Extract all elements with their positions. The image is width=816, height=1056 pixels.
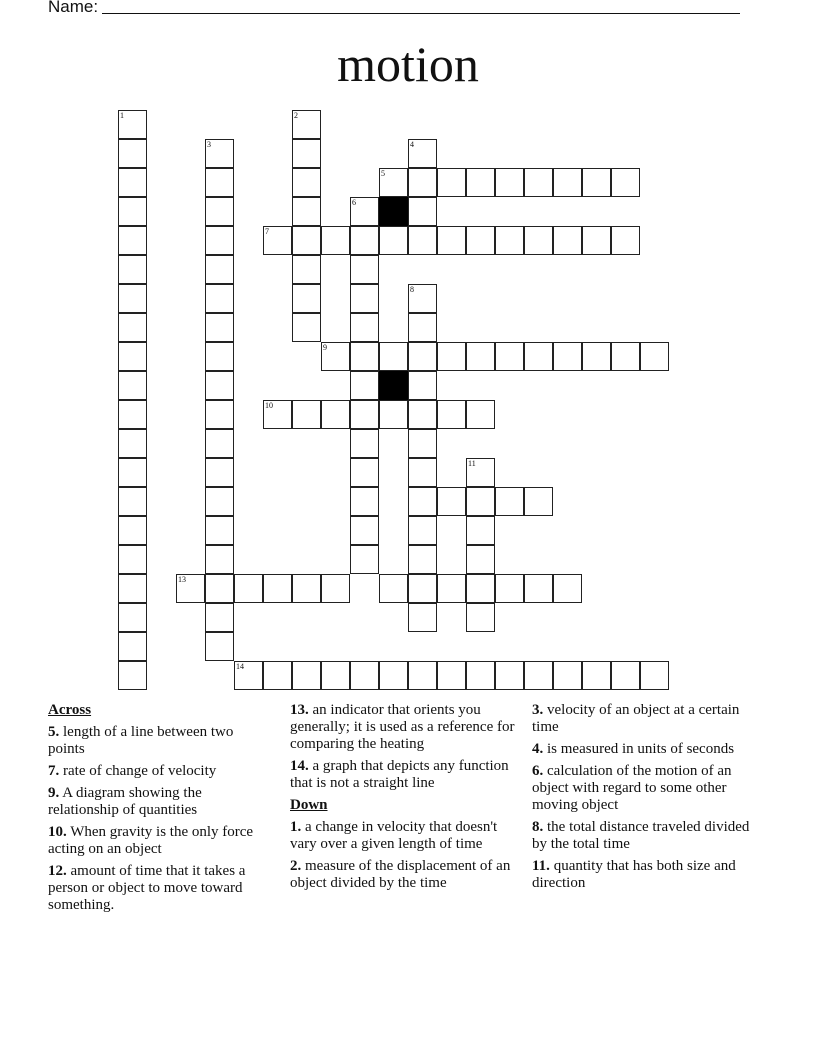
grid-cell[interactable] [553,574,582,603]
grid-cell[interactable] [611,226,640,255]
grid-cell[interactable] [437,661,466,690]
grid-cell[interactable] [640,342,669,371]
grid-cell-6[interactable] [350,197,379,226]
grid-cell[interactable] [524,574,553,603]
down-clue-1: 1. a change in velocity that doesn't vary over a given length of time [290,819,498,852]
grid-cell[interactable] [350,661,379,690]
grid-cell[interactable] [524,342,553,371]
grid-cell[interactable] [495,342,524,371]
grid-cell[interactable] [408,342,437,371]
grid-cell[interactable] [118,226,147,255]
grid-block [379,371,408,400]
grid-cell[interactable] [118,284,147,313]
grid-cell[interactable] [118,139,147,168]
grid-cell[interactable] [118,661,147,690]
grid-cell[interactable] [524,661,553,690]
grid-cell-13[interactable] [176,574,205,603]
grid-cell[interactable] [437,574,466,603]
grid-cell[interactable] [350,458,379,487]
grid-cell[interactable] [205,458,234,487]
grid-cell[interactable] [205,516,234,545]
grid-cell[interactable] [466,400,495,429]
grid-cell[interactable] [408,574,437,603]
grid-cell[interactable] [321,661,350,690]
grid-cell[interactable] [466,487,495,516]
grid-cell[interactable] [205,545,234,574]
grid-cell[interactable] [205,603,234,632]
across-clue-9: 9. A diagram showing the relationship of quantities [48,785,202,818]
grid-cell[interactable] [118,197,147,226]
grid-cell[interactable] [611,661,640,690]
grid-cell[interactable] [292,255,321,284]
grid-cell[interactable] [118,545,147,574]
name-label: Name: [48,0,99,16]
clue-number: 13 [178,575,186,584]
clue-number: 1 [120,111,124,120]
clue-number: 4 [410,140,414,149]
grid-cell-7[interactable] [263,226,292,255]
grid-cell[interactable] [205,313,234,342]
grid-cell[interactable] [408,400,437,429]
grid-cell[interactable] [495,661,524,690]
grid-cell[interactable] [350,226,379,255]
grid-cell-10[interactable] [263,400,292,429]
grid-cell[interactable] [292,226,321,255]
grid-cell[interactable] [118,371,147,400]
grid-cell[interactable] [234,574,263,603]
grid-cell[interactable] [437,400,466,429]
grid-cell-2[interactable] [292,110,321,139]
down-clue-6: 6. calculation of the motion of an object with regard to some other moving object [532,763,732,813]
grid-cell-11[interactable] [466,458,495,487]
grid-cell[interactable] [408,603,437,632]
grid-cell[interactable] [582,342,611,371]
grid-cell[interactable] [205,255,234,284]
grid-cell[interactable] [495,574,524,603]
grid-cell[interactable] [379,342,408,371]
grid-cell[interactable] [118,603,147,632]
grid-cell[interactable] [408,429,437,458]
grid-cell[interactable] [263,574,292,603]
grid-cell-8[interactable] [408,284,437,313]
grid-cell[interactable] [205,197,234,226]
grid-cell[interactable] [466,168,495,197]
clue-number: 6 [352,198,356,207]
grid-cell[interactable] [350,487,379,516]
grid-cell[interactable] [118,429,147,458]
grid-cell[interactable] [350,516,379,545]
grid-cell[interactable] [408,313,437,342]
grid-cell[interactable] [553,661,582,690]
grid-cell[interactable] [350,342,379,371]
grid-cell-3[interactable] [205,139,234,168]
grid-cell[interactable] [408,545,437,574]
across-heading: Across [48,702,92,718]
grid-cell[interactable] [495,226,524,255]
grid-cell[interactable] [292,400,321,429]
grid-cell[interactable] [118,255,147,284]
clues-column-3 [532,702,768,897]
grid-cell[interactable] [118,516,147,545]
grid-cell[interactable] [292,168,321,197]
puzzle-title: motion [337,36,479,92]
grid-cell[interactable] [408,487,437,516]
clue-number: 3 [207,140,211,149]
grid-cell[interactable] [640,661,669,690]
grid-cell[interactable] [437,226,466,255]
clue-number: 2 [294,111,298,120]
grid-cell[interactable] [466,574,495,603]
grid-cell[interactable] [466,342,495,371]
grid-cell[interactable] [292,284,321,313]
grid-cell[interactable] [379,400,408,429]
grid-cell[interactable] [205,632,234,661]
grid-cell[interactable] [553,226,582,255]
grid-cell[interactable] [495,168,524,197]
across-clue-14: 14. a graph that depicts any function that is not a straight line [290,758,509,791]
grid-cell[interactable] [292,661,321,690]
grid-cell[interactable] [350,255,379,284]
grid-cell[interactable] [350,284,379,313]
grid-cell[interactable] [350,400,379,429]
grid-cell[interactable] [379,661,408,690]
grid-cell[interactable] [118,632,147,661]
down-clue-3: 3. velocity of an object at a certain time [532,702,740,735]
grid-cell[interactable] [205,429,234,458]
grid-cell[interactable] [437,342,466,371]
clue-number: 5 [381,169,385,178]
grid-cell[interactable] [263,661,292,690]
clue-number: 10 [265,401,273,410]
grid-cell[interactable] [408,197,437,226]
grid-cell[interactable] [524,168,553,197]
grid-cell[interactable] [205,487,234,516]
clue-number: 14 [236,662,244,671]
grid-cell[interactable] [408,661,437,690]
grid-cell[interactable] [582,661,611,690]
grid-cell[interactable] [408,458,437,487]
grid-cell[interactable] [553,342,582,371]
across-clue-12: 12. amount of time that it takes a person or object to move toward something. [48,863,246,913]
grid-cell[interactable] [118,400,147,429]
down-clue-8: 8. the total distance traveled divided by the total time [532,819,750,852]
grid-cell[interactable] [118,313,147,342]
grid-cell[interactable] [350,371,379,400]
clue-number: 11 [468,459,476,468]
grid-cell[interactable] [321,400,350,429]
clues-column-1 [48,702,273,919]
grid-cell[interactable] [408,371,437,400]
grid-cell[interactable] [582,226,611,255]
grid-cell-1[interactable] [118,110,147,139]
grid-cell-5[interactable] [379,168,408,197]
down-clue-4: 4. is measured in units of seconds [532,741,735,757]
grid-cell[interactable] [611,342,640,371]
grid-cell[interactable] [205,284,234,313]
grid-cell[interactable] [466,603,495,632]
grid-cell-9[interactable] [321,342,350,371]
grid-cell[interactable] [466,516,495,545]
grid-cell[interactable] [118,574,147,603]
grid-cell[interactable] [321,226,350,255]
grid-cell[interactable] [205,342,234,371]
down-clue-2: 2. measure of the displacement of an object divided by the time [290,858,511,891]
grid-cell[interactable] [350,313,379,342]
grid-cell[interactable] [524,487,553,516]
grid-cell[interactable] [553,168,582,197]
grid-cell[interactable] [408,516,437,545]
grid-cell[interactable] [205,226,234,255]
grid-cell[interactable] [524,226,553,255]
across-clue-10: 10. When gravity is the only force acting on an object [48,824,254,857]
grid-cell[interactable] [292,197,321,226]
grid-cell[interactable] [611,168,640,197]
clue-number: 9 [323,343,327,352]
grid-cell[interactable] [408,168,437,197]
down-heading: Down [290,797,328,813]
grid-cell[interactable] [437,168,466,197]
grid-cell[interactable] [321,574,350,603]
grid-cell[interactable] [379,226,408,255]
grid-cell[interactable] [118,487,147,516]
across-clue-5: 5. length of a line between two points [48,724,234,757]
grid-cell[interactable] [350,429,379,458]
grid-cell-14[interactable] [234,661,263,690]
grid-cell[interactable] [292,313,321,342]
grid-cell[interactable] [408,226,437,255]
grid-cell[interactable] [350,545,379,574]
across-clue-13: 13. an indicator that orients you generally; it is used as a reference for comparing the heating [290,702,515,752]
clues-column-2 [290,702,526,897]
grid-cell[interactable] [466,545,495,574]
clue-number: 7 [265,227,269,236]
grid-cell[interactable] [495,487,524,516]
grid-cell[interactable] [466,661,495,690]
clue-number: 8 [410,285,414,294]
grid-cell[interactable] [118,458,147,487]
grid-cell-4[interactable] [408,139,437,168]
grid-cell[interactable] [437,487,466,516]
grid-cell[interactable] [205,400,234,429]
grid-cell[interactable] [205,371,234,400]
grid-cell[interactable] [292,139,321,168]
grid-cell[interactable] [205,168,234,197]
grid-cell[interactable] [582,168,611,197]
grid-cell[interactable] [118,168,147,197]
grid-cell[interactable] [379,574,408,603]
grid-block [379,197,408,226]
grid-cell[interactable] [292,574,321,603]
grid-cell[interactable] [118,342,147,371]
grid-cell[interactable] [466,226,495,255]
down-clue-11: 11. quantity that has both size and direction [532,858,736,891]
grid-cell[interactable] [205,574,234,603]
across-clue-7: 7. rate of change of velocity [48,763,217,779]
